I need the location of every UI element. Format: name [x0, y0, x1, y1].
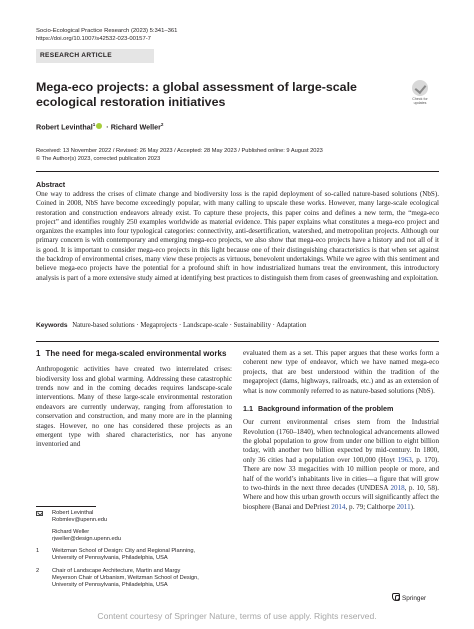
- article-type-label: RESEARCH ARTICLE: [36, 49, 154, 63]
- contact-name: Richard Weller: [52, 528, 90, 535]
- divider: [36, 171, 439, 172]
- citation-link[interactable]: 2018: [390, 484, 405, 493]
- publication-dates: Received: 13 November 2022 / Revised: 26 May 2023 / Accepted: 28 May 2023 / Published online: 9 August 2023: [36, 148, 323, 154]
- keywords-label: Keywords: [36, 322, 68, 329]
- subsection-number: 1.1: [243, 404, 253, 414]
- body-paragraph: [243, 418, 439, 512]
- keywords-list: Nature-based solutions · Megaprojects · Landscape-scale · Sustainability · Adaptation: [72, 322, 307, 329]
- check-updates-icon: [412, 80, 428, 96]
- doi-link[interactable]: https://doi.org/10.1007/s42532-023-00157-7: [36, 36, 151, 42]
- footnotes: [36, 510, 232, 595]
- journal-citation: Socio-Ecological Practice Research (2023) 5:341–361: [36, 28, 178, 34]
- contact-email[interactable]: Robmlev@upenn.edu: [52, 517, 108, 524]
- body-text: , p. 10, 58). Where and how this urban growth occurs will significantly affect the biosphere (Banai and DePriest: [243, 484, 439, 511]
- section-heading: [36, 349, 232, 359]
- affiliation-marker: 2: [160, 122, 164, 127]
- check-for-updates-button[interactable]: [407, 80, 433, 105]
- contact-email[interactable]: rjweller@design.upenn.edu: [52, 535, 122, 542]
- author-name[interactable]: Richard Weller: [110, 122, 161, 132]
- contact-block: [36, 510, 232, 543]
- right-column: [243, 349, 439, 512]
- affiliation-line: University of Pennsylvania, Philadelphia, USA: [52, 582, 168, 589]
- abstract-text: One way to address the crises of climate change and biodiversity loss is the rapid deployment of so-called nature-based solutions (NbS). Coined in 2008, NbS have become exceedingly popular, with many calling to upscale these works. However, many large-scale ecological restoration and construction endeavors already exist. To capture these projects, this paper coins and defines a new term, the “mega-eco project” and identifies roughly 250 examples worldwide as material evidence. This paper explains what constitutes a mega-eco project and organizes the examples into four typological categories: connectivity, anti-desertification, watershed, and metropolitan projects. Although our primary concern is with contemporary and emerging mega-eco projects, we also show that mega-eco projects have a history and not all of it is good. It is important to consider mega-eco projects in this light because one of their distinguishing characteristics is that when set against the backdrop of environmental crises, many view these projects as virtuous, benevolent undertakings. While we agree with this sentiment and believe mega-eco projects have the potential for a profound shift in how industrialized humans treat the environment, this introductory analysis is part of a more extensive study aimed at identifying best practices to distinguish them from cases of greenwashing and exploitation.: [36, 190, 439, 282]
- divider: [36, 341, 439, 342]
- citation-link[interactable]: 2011: [396, 502, 411, 511]
- keywords: [36, 321, 439, 330]
- affiliation-line: Chair of Landscape Architecture, Martin and Margy: [52, 567, 181, 574]
- abstract-heading: Abstract: [36, 180, 66, 189]
- body-paragraph: evaluated them as a set. This paper argues that these works form a coherent new type of endeavor, which we have named mega-eco projects, that are best understood within the tradition of the megaproject (dams, highways, railroads, etc.) and as an extension of what is now commonly referred to as nature-based solutions (NbS).: [243, 349, 439, 395]
- contact-name: Robert Levinthal: [52, 510, 94, 516]
- author-name[interactable]: Robert Levinthal: [36, 122, 93, 132]
- left-column: [36, 349, 232, 450]
- copyright-line: © The Author(s) 2023, corrected publication 2023: [36, 155, 161, 162]
- courtesy-notice: Content courtesy of Springer Nature, terms of use apply. Rights reserved.: [97, 611, 377, 621]
- affiliation-block: [36, 548, 232, 563]
- affiliation-block: [36, 568, 232, 590]
- check-updates-label: Check for updates: [412, 97, 428, 106]
- body-text: Our current environmental crises stem from the Industrial Revolution (1760–1840), when technological advancements allowed the global population to grow from under one billion to eight billion today, with another two billion expected by mid-century. In 1800, only 36 cities had a population over 100,000 (Hoyt: [243, 418, 439, 464]
- orcid-icon[interactable]: [96, 123, 102, 129]
- publisher-logo: [392, 593, 426, 602]
- subsection-heading: [243, 404, 439, 413]
- affiliation-line: Meyerson Chair of Urbanism, Weitzman School of Design,: [52, 575, 199, 582]
- affiliation-line: University of Pennsylvania, Philadelphia, USA: [52, 555, 168, 562]
- subsection-title: Background information of the problem: [258, 404, 394, 414]
- affiliation-marker: 1: [92, 122, 96, 127]
- mail-icon: [36, 511, 43, 516]
- section-title: The need for mega-scaled environmental works: [45, 349, 227, 358]
- affiliation-line: Weitzman School of Design: City and Regional Planning,: [52, 548, 196, 555]
- citation-link[interactable]: 2014: [331, 502, 346, 511]
- author-separator: ·: [106, 122, 109, 132]
- author-list: [36, 122, 163, 131]
- body-text: ).: [410, 502, 415, 511]
- publisher-name: Springer: [402, 595, 427, 602]
- affiliation-number: 2: [36, 567, 40, 574]
- body-paragraph: Anthropogenic activities have created two interrelated crises: biodiversity loss and global warming. Addressing these catastrophic trends now and in the coming decades requires landscape-scale interventions. Many of these large-scale environmental restoration endeavors are currently underway, ranging from afforestation to conservation and construction, and many more are in the planning stages. However, no one has considered these projects as an emergent type with shared characteristics, nor has anyone inventoried and: [36, 365, 232, 449]
- affiliation-number: 1: [36, 548, 40, 555]
- body-text: , p. 170). There are now 33 megacities with 10 million people or more, and half of the world’s inhabitants live in cities—a figure that will grow to two-thirds in the next three decades (UNDESA: [243, 455, 439, 493]
- springer-horse-icon: [392, 593, 400, 601]
- section-number: 1: [36, 349, 41, 358]
- footnote-divider: [36, 506, 96, 507]
- citation-link[interactable]: 1963: [397, 455, 412, 464]
- article-title: Mega-eco projects: a global assessment of large-scale ecological restoration initiatives: [36, 80, 357, 110]
- body-text: , p. 79; Calthorpe: [345, 502, 397, 511]
